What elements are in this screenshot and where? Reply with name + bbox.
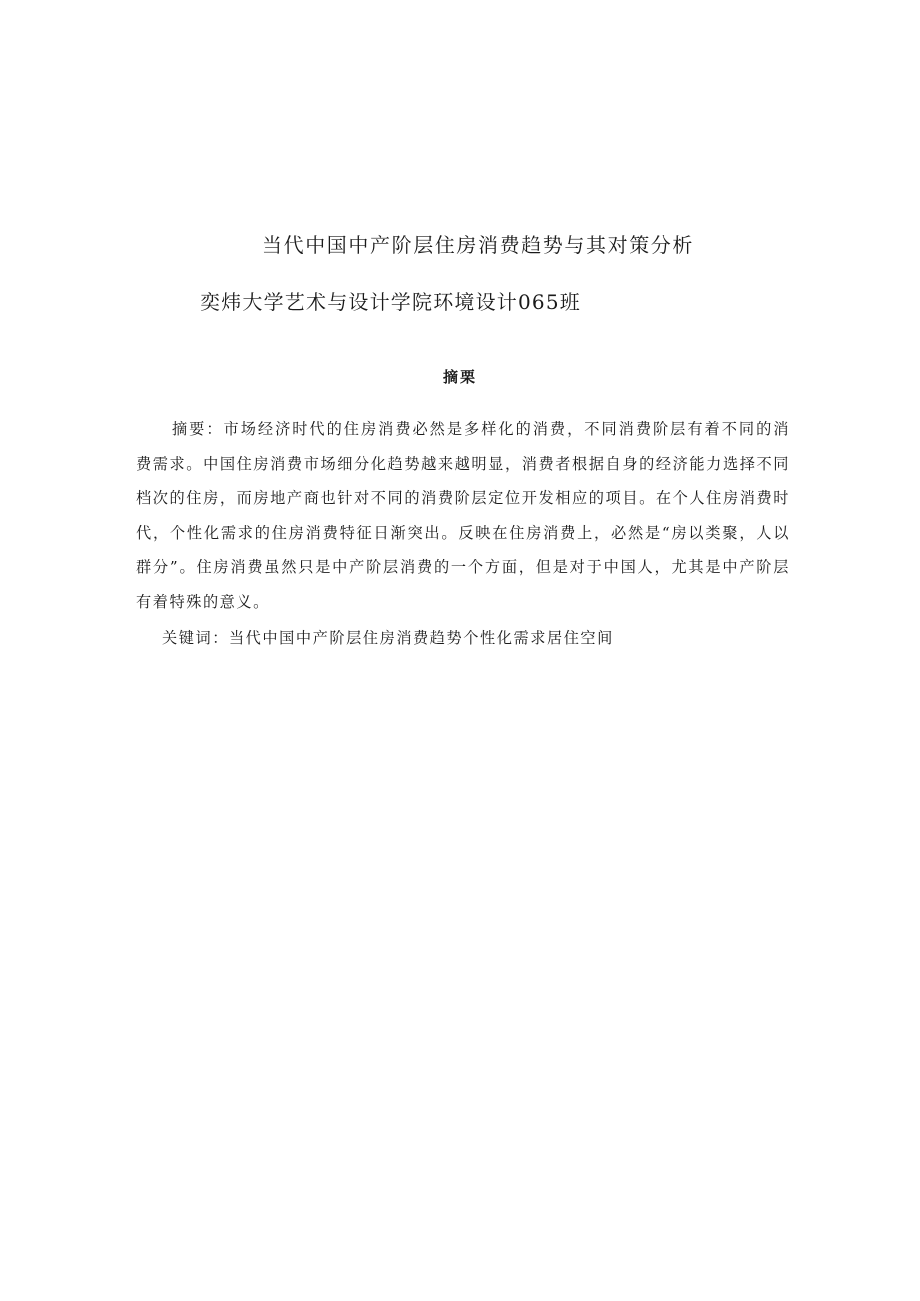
abstract-heading: 摘栗 <box>443 368 478 386</box>
author-affiliation: 奕炜大学艺术与设计学院环境设计065班 <box>200 290 581 314</box>
keywords-line: 关键词：当代中国中产阶层住房消费趋势个性化需求居住空间 <box>162 629 614 647</box>
abstract-paragraph: 摘要：市场经济时代的住房消费必然是多样化的消费，不同消费阶层有着不同的消费需求。中国住房消费市场细分化趋势越来越明显，消费者根据自身的经济能力选择不同档次的住房，而房地产商也针对不同的消费阶层定位开发相应的项目。在个人住房消费时代，个性化需求的住房消费特征日渐突出。反映在住房消费上，必然是“房以类聚，人以群分”。住房消费虽然只是中产阶层消费的一个方面，但是对于中国人，尤其是中产阶层有着特殊的意义。 <box>136 420 790 611</box>
document-title: 当代中国中产阶层住房消费趋势与其对策分析 <box>262 233 694 257</box>
